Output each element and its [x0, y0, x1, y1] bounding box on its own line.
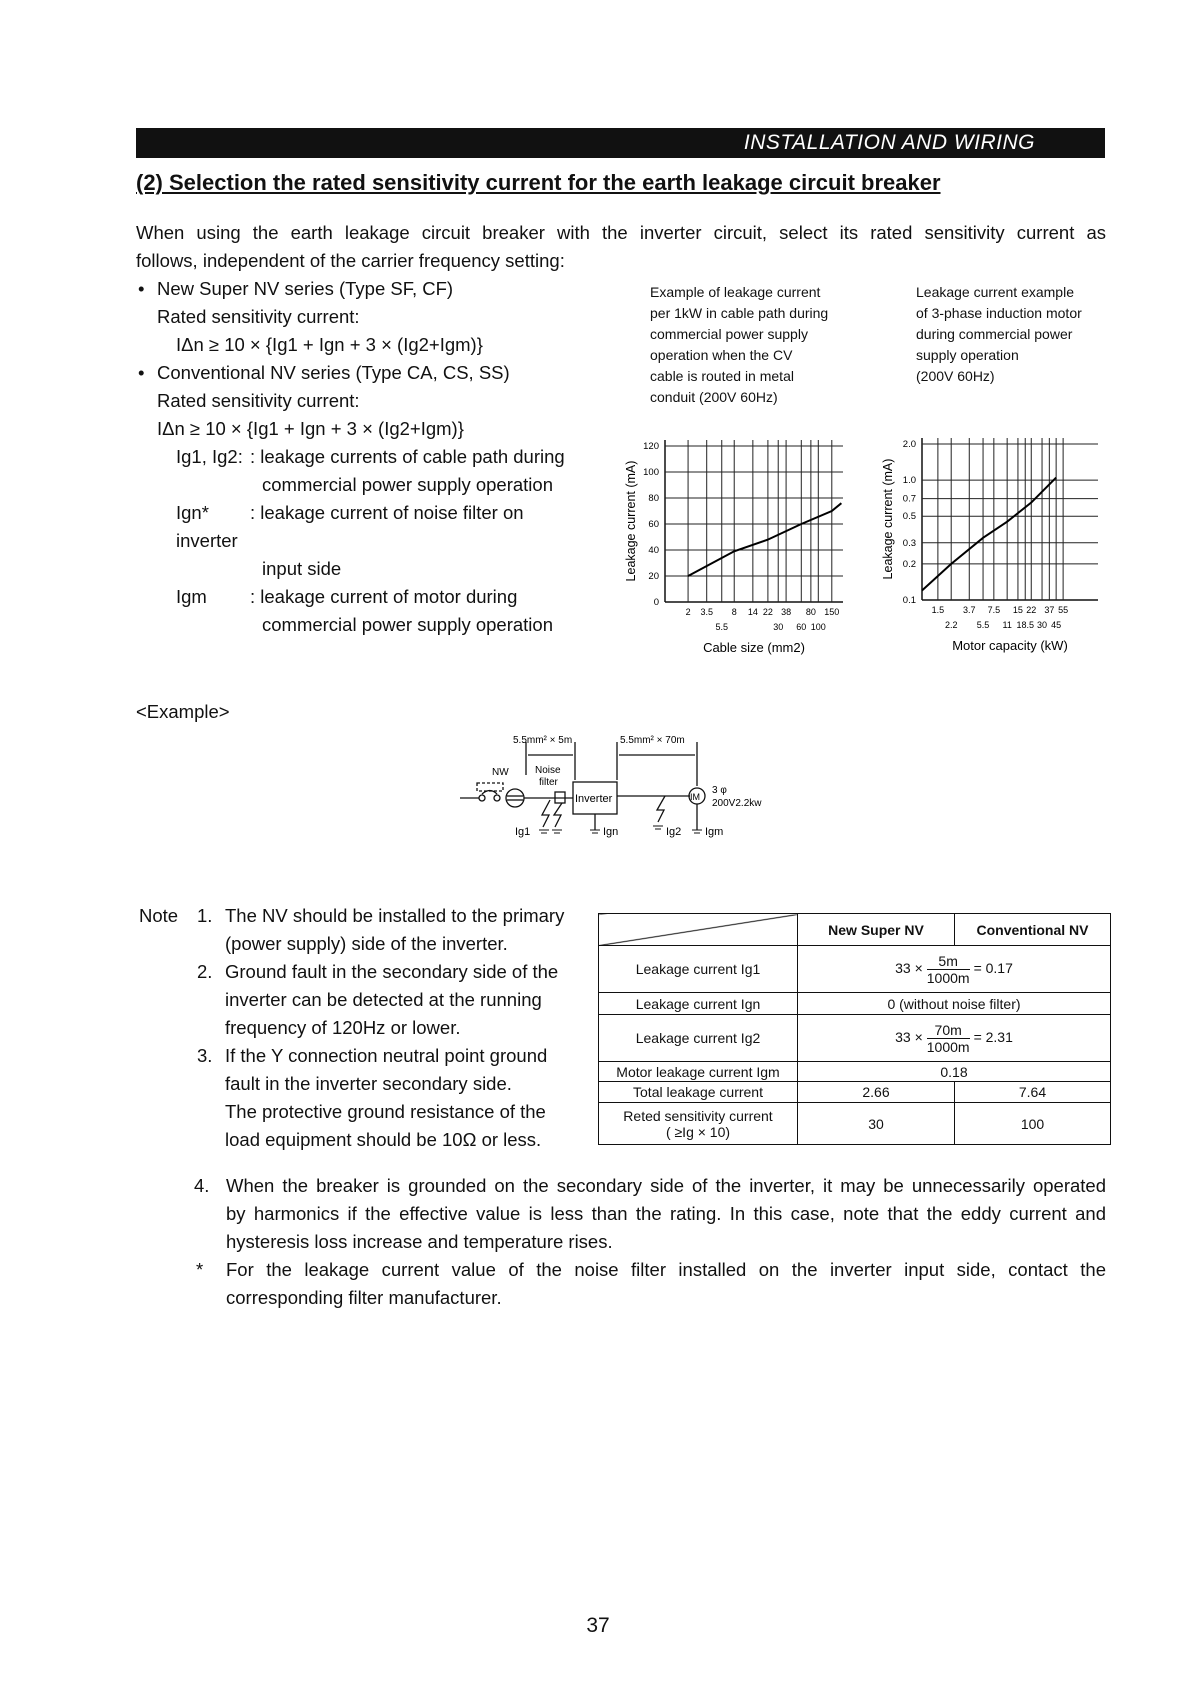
asterisk: * [196, 1259, 204, 1280]
definition-text: : leakage current of motor during [250, 586, 518, 607]
y-axis-label: Leakage current (mA) [881, 458, 895, 580]
definition-key: Ig1, Ig2: [176, 446, 243, 467]
note-text: For the leakage current value of the noise filter installed on the inverter input side, contact the [226, 1259, 1106, 1280]
denominator: 1000m [926, 1038, 970, 1055]
phase-label: 3 φ [712, 785, 727, 796]
row-label-line: ( ≥Ig × 10) [665, 1123, 731, 1140]
definition-key: Igm [176, 586, 207, 607]
example-label: <Example> [136, 701, 230, 722]
x-tick-label: 11 [1002, 620, 1012, 630]
x-tick-label: 3.7 [963, 605, 976, 615]
chart-title-line: Example of leakage current [650, 284, 821, 300]
x-tick-label: 38 [781, 607, 792, 617]
sensitivity-conventional: 100 [955, 1103, 1111, 1145]
note-text: When the breaker is grounded on the secondary side of the inverter, it may be unnecessarily operated [226, 1175, 1106, 1196]
x-tick-label: 7.5 [987, 605, 1001, 615]
note-text: load equipment should be 10Ω or less. [225, 1129, 542, 1150]
note-text: hysteresis loss increase and temperature rises. [226, 1231, 613, 1252]
x-tick-label: 18.5 [1016, 620, 1034, 630]
row-label-line: Reted sensitivity current [623, 1107, 773, 1124]
numerator: 5m [927, 953, 970, 970]
x-tick-label: 55 [1058, 605, 1069, 615]
nw-label: NW [492, 767, 509, 778]
row-label: Total leakage current [599, 1082, 798, 1103]
chart-title-line: supply operation [916, 347, 1019, 363]
note-text: corresponding filter manufacturer. [226, 1287, 502, 1308]
y-tick-label: 2.0 [902, 439, 916, 450]
chart-title-line: during commercial power [916, 326, 1073, 342]
definition-text: : leakage current of noise filter on [250, 502, 524, 523]
x-tick-label: 3.5 [700, 607, 713, 617]
chart-title-line: cable is routed in metal [650, 368, 794, 384]
y-tick-label: 0.3 [902, 537, 916, 549]
igm-value: 0.18 [798, 1062, 1111, 1082]
formula-part: = 2.31 [973, 1028, 1013, 1045]
formula: IΔn ≥ 10 × {Ig1 + Ign + 3 × (Ig2+Igm)} [176, 334, 483, 355]
note-text: by harmonics if the effective value is less than the rating. In this case, note that the eddy current and [226, 1203, 1106, 1224]
ig1-value [798, 946, 1111, 993]
x-axis-label: Cable size (mm2) [703, 640, 805, 655]
x-tick-label: 30 [773, 622, 784, 632]
x-tick-label: 5.5 [976, 620, 990, 630]
x-tick-label: 14 [747, 607, 758, 617]
formula-part: = 0.17 [973, 959, 1013, 976]
list-text: Rated sensitivity current: [157, 390, 360, 411]
note-text: frequency of 120Hz or lower. [225, 1017, 461, 1038]
page-number: 37 [586, 1614, 610, 1637]
formula: IΔn ≥ 10 × {Ig1 + Ign + 3 × (Ig2+Igm)} [157, 418, 464, 439]
cable2-label: 5.5mm² × 70m [620, 735, 685, 746]
y-tick-label: 120 [643, 441, 659, 452]
total-new-super: 2.66 [798, 1082, 955, 1103]
note-number: 3. [197, 1045, 213, 1066]
ig1-label: Ig1 [515, 826, 531, 838]
row-label [599, 1103, 798, 1145]
x-tick-label: 30 [1037, 620, 1048, 630]
y-tick-label: 0.2 [902, 558, 916, 570]
y-tick-label: 0 [653, 597, 659, 608]
motor-rating: 200V2.2kw [712, 798, 762, 809]
ign-value: 0 (without noise filter) [798, 993, 1111, 1015]
x-tick-label: 22 [1026, 605, 1037, 615]
note-text: The protective ground resistance of the [225, 1101, 546, 1122]
x-tick-label: 8 [731, 607, 737, 617]
chart-title-line: per 1kW in cable path during [650, 305, 829, 321]
ig2-value [798, 1015, 1111, 1062]
x-tick-label: 15 [1012, 605, 1023, 615]
formula-part: 33 × [895, 1028, 923, 1045]
definition-text: input side [262, 558, 342, 579]
inverter-label: Inverter [575, 793, 613, 805]
row-label: Leakage current Ign [599, 993, 798, 1015]
note-text: inverter can be detected at the running [225, 989, 542, 1010]
chart-title-line: (200V 60Hz) [916, 368, 995, 384]
y-tick-label: 40 [648, 545, 659, 556]
notes [139, 902, 599, 1162]
chart-title-line: operation when the CV [650, 347, 793, 363]
definition-text: commercial power supply operation [262, 474, 553, 495]
y-tick-label: 0.1 [902, 595, 916, 606]
y-tick-label: 0.5 [902, 511, 916, 523]
x-tick-label: 2 [685, 607, 691, 617]
example-wiring-diagram [455, 730, 795, 845]
definition-key: Ign* [176, 502, 209, 523]
page-title: (2) Selection the rated sensitivity current for the earth leakage circuit breaker [136, 170, 941, 195]
list-text: Rated sensitivity current: [157, 306, 360, 327]
table-corner [599, 914, 798, 946]
series-line [922, 478, 1056, 591]
chart-title-line: of 3-phase induction motor [916, 305, 1082, 321]
row-label: Leakage current Ig1 [599, 946, 798, 993]
x-tick-label: 45 [1051, 620, 1062, 630]
x-tick-label: 37 [1044, 605, 1055, 615]
chart-title-line: Leakage current example [916, 284, 1074, 300]
x-tick-label: 60 [796, 622, 807, 632]
denominator: 1000m [926, 969, 970, 986]
x-tick-label: 5.5 [715, 622, 729, 632]
numerator: 70m [927, 1022, 970, 1039]
intro-line: follows, independent of the carrier frequency setting: [136, 250, 565, 271]
noise-filter-label: filter [539, 777, 558, 788]
intro-line: When using the earth leakage circuit breaker with the inverter circuit, select its rated sensitivity current as [136, 222, 1106, 243]
y-axis-label: Leakage current (mA) [624, 460, 638, 582]
note-text: The NV should be installed to the primary [225, 905, 565, 926]
note-text: fault in the inverter secondary side. [225, 1073, 512, 1094]
ig2-label: Ig2 [666, 826, 682, 838]
note-text: If the Y connection neutral point ground [225, 1045, 548, 1066]
definition-text: commercial power supply operation [262, 614, 553, 635]
x-tick-label: 22 [762, 607, 773, 617]
ign-label: Ign [603, 826, 619, 838]
x-tick-label: 100 [810, 622, 826, 632]
x-axis-label: Motor capacity (kW) [952, 638, 1068, 653]
chart-title-line: conduit (200V 60Hz) [650, 389, 778, 405]
star-note-text [226, 1256, 1106, 1312]
chart-title-line: commercial power supply [650, 326, 808, 342]
bullet: • [138, 278, 145, 299]
x-tick-label: 2.2 [944, 620, 958, 630]
definition-text: inverter [176, 530, 238, 551]
y-tick-label: 80 [648, 493, 659, 504]
definition-text: : leakage currents of cable path during [250, 446, 565, 467]
formula-part: 33 × [895, 959, 923, 976]
note-number: 4. [194, 1175, 210, 1196]
y-tick-label: 20 [648, 571, 659, 582]
leakage-charts [0, 0, 1196, 700]
bullet: • [138, 362, 145, 383]
noise-filter-label: Noise [535, 765, 561, 776]
x-tick-label: 1.5 [931, 605, 945, 615]
note-4-text [226, 1172, 1106, 1256]
y-tick-label: 1.0 [902, 475, 916, 487]
list-item: New Super NV series (Type SF, CF) [157, 278, 454, 299]
fraction [927, 1022, 970, 1055]
fraction [927, 953, 970, 986]
cable1-label: 5.5mm² × 5m [513, 735, 573, 746]
row-label: Motor leakage current Igm [599, 1062, 798, 1082]
note-text: (power supply) side of the inverter. [225, 933, 508, 954]
section-header: INSTALLATION AND WIRING [136, 128, 1105, 158]
x-tick-label: 80 [805, 607, 816, 617]
row-label: Leakage current Ig2 [599, 1015, 798, 1062]
column-header: New Super NV [798, 914, 955, 946]
x-tick-label: 150 [824, 607, 840, 617]
note-number: 1. [197, 905, 213, 926]
y-tick-label: 100 [643, 467, 659, 478]
column-header: Conventional NV [955, 914, 1111, 946]
note-number: 2. [197, 961, 213, 982]
leakage-table [598, 913, 1111, 1145]
total-conventional: 7.64 [955, 1082, 1111, 1103]
list-item: Conventional NV series (Type CA, CS, SS) [157, 362, 510, 383]
motor-label: IM [690, 792, 700, 802]
note-text: Ground fault in the secondary side of the [225, 961, 559, 982]
sensitivity-new-super: 30 [798, 1103, 955, 1145]
igm-label: Igm [705, 826, 724, 838]
note-label: Note [139, 905, 179, 926]
y-tick-label: 60 [648, 519, 659, 530]
y-tick-label: 0.7 [902, 493, 916, 505]
